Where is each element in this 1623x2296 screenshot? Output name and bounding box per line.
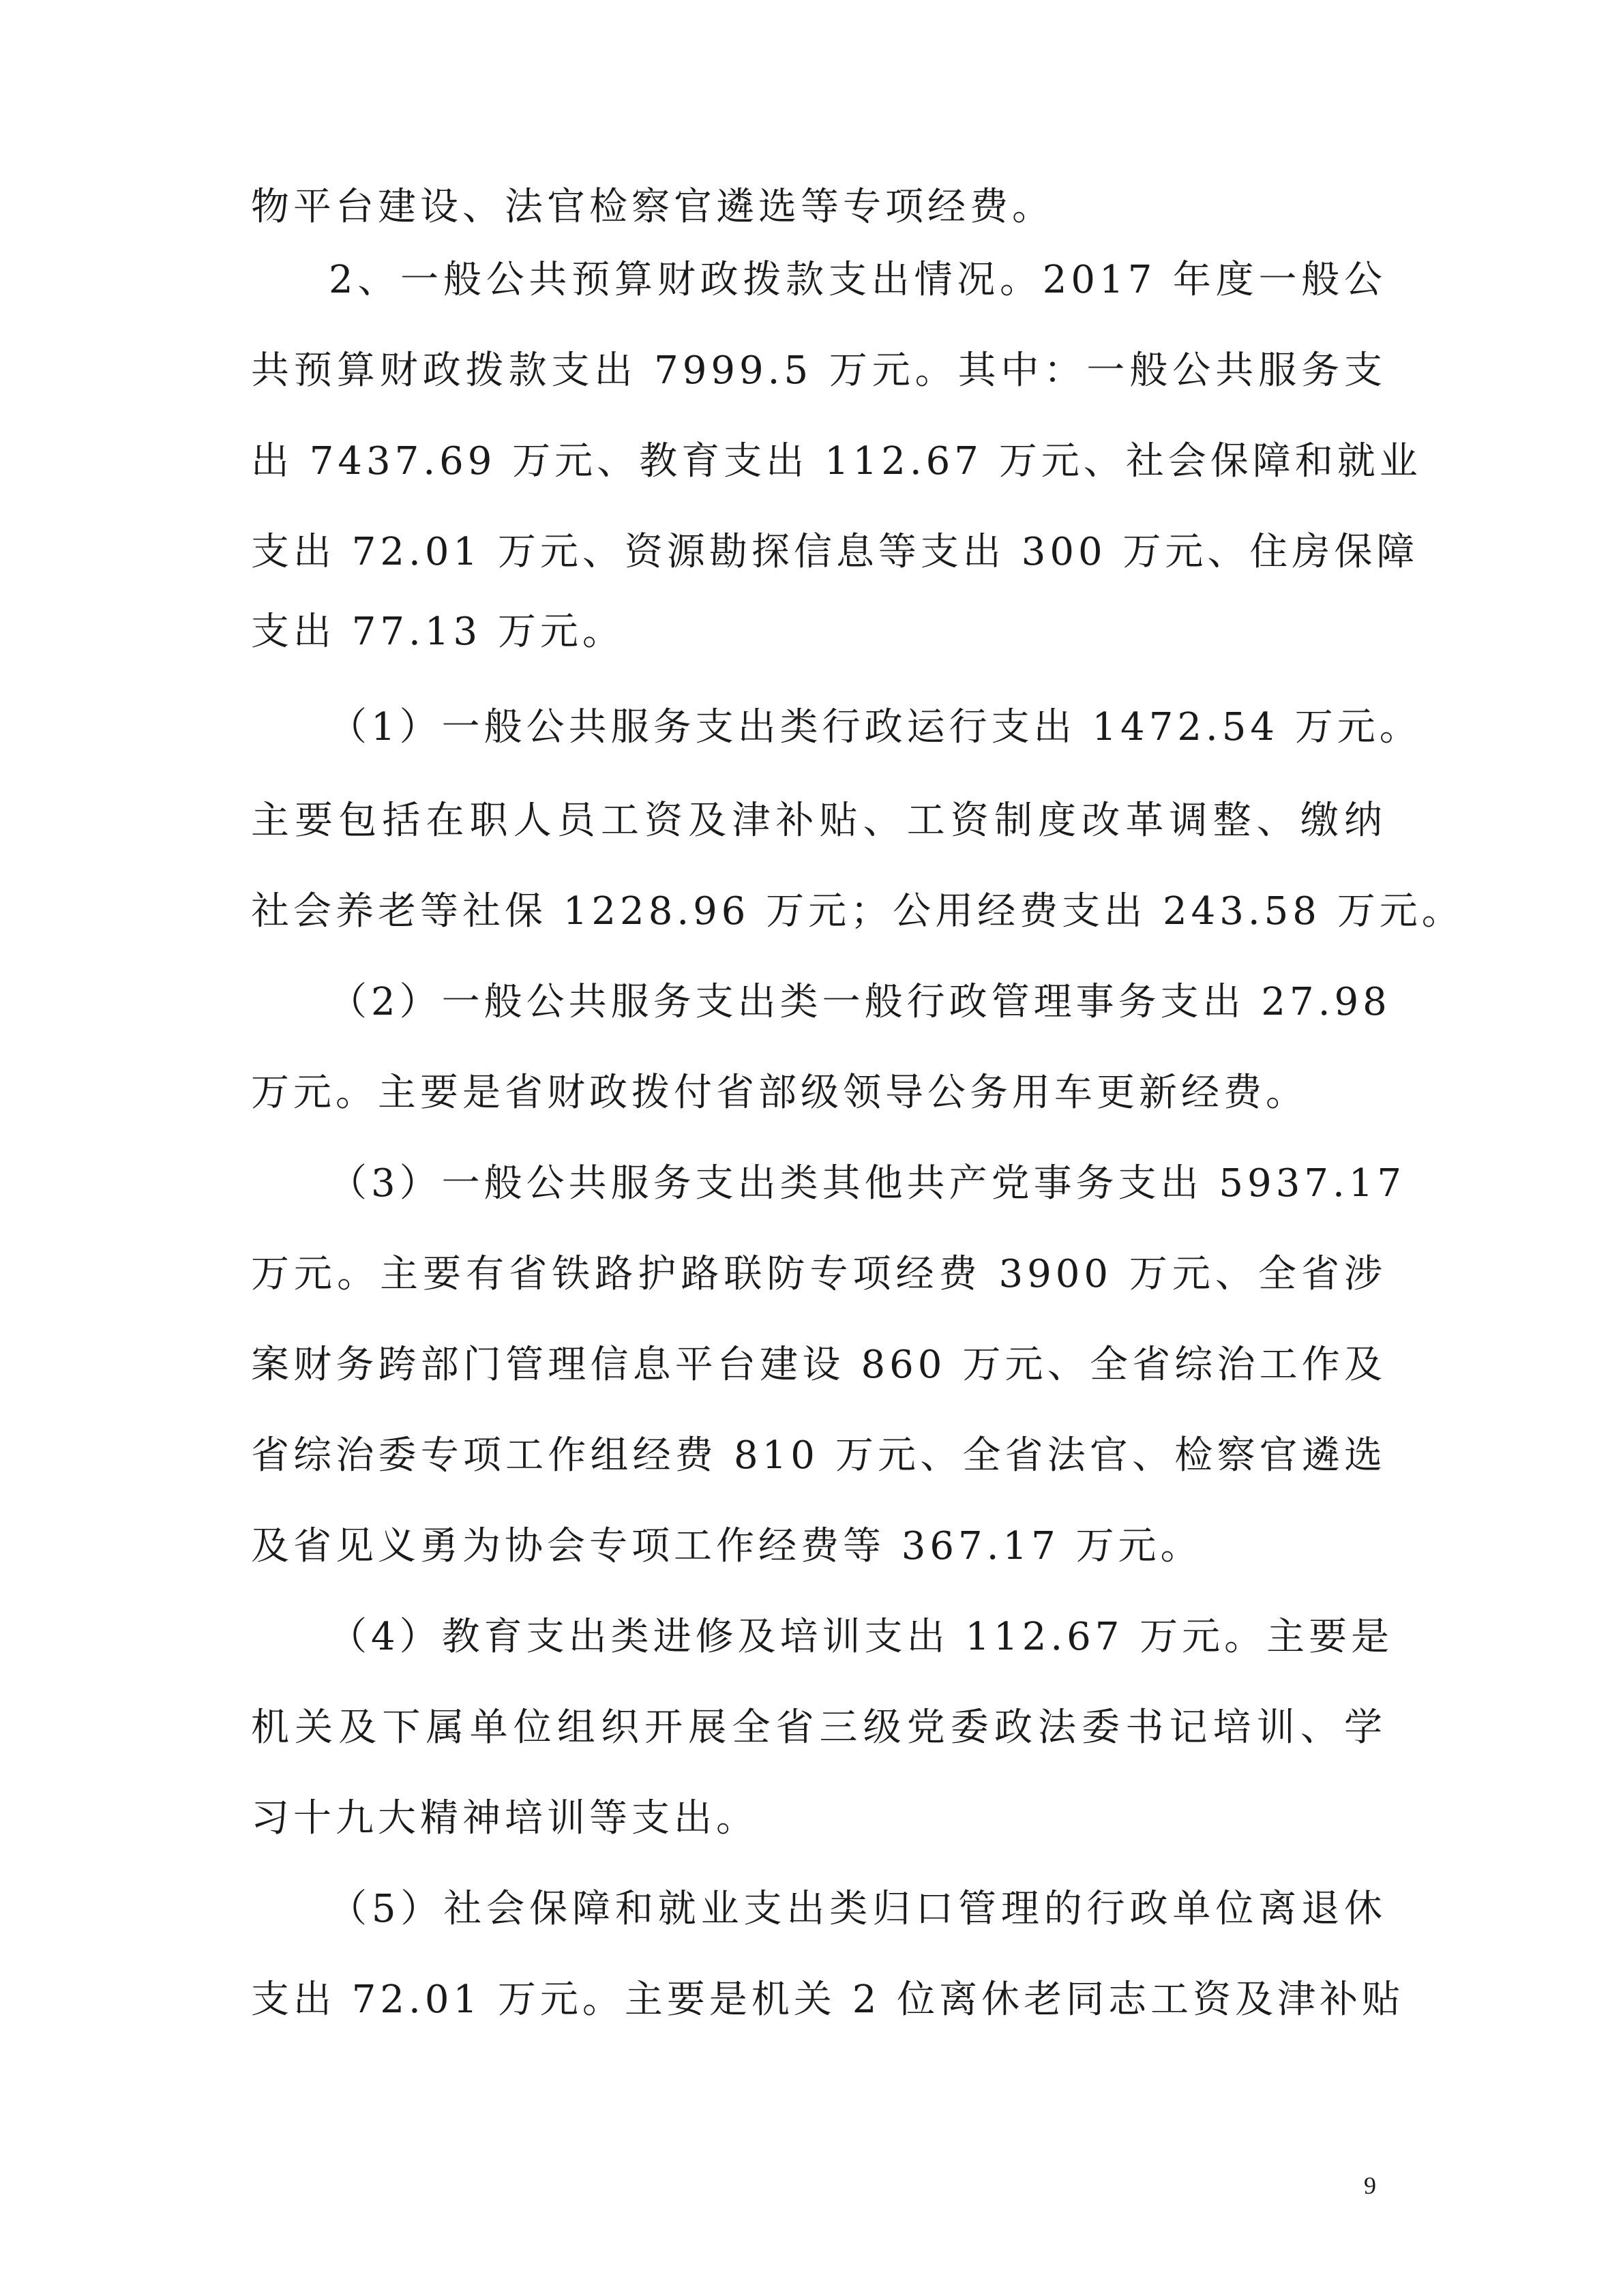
paragraph-line: 主要包括在职人员工资及津补贴、工资制度改革调整、缴纳 bbox=[251, 799, 1386, 843]
paragraph-line: 出 7437.69 万元、教育支出 112.67 万元、社会保障和就业 bbox=[251, 439, 1422, 483]
paragraph-line: 习十九大精神培训等支出。 bbox=[251, 1796, 758, 1840]
paragraph-line: 万元。主要是省财政拨付省部级领导公务用车更新经费。 bbox=[251, 1071, 1308, 1115]
paragraph-line: 2、一般公共预算财政拨款支出情况。2017 年度一般公 bbox=[329, 258, 1386, 302]
paragraph-line: （3）一般公共服务支出类其他共产党事务支出 5937.17 bbox=[329, 1161, 1406, 1206]
paragraph-line: （1）一般公共服务支出类行政运行支出 1472.54 万元。 bbox=[329, 705, 1422, 749]
paragraph-line: 支出 72.01 万元。主要是机关 2 位离休老同志工资及津补贴 bbox=[251, 1978, 1405, 2022]
paragraph-line: 支出 77.13 万元。 bbox=[251, 610, 625, 654]
paragraph-line: 机关及下属单位组织开展全省三级党委政法委书记培训、学 bbox=[251, 1705, 1386, 1750]
paragraph-line: （4）教育支出类进修及培训支出 112.67 万元。主要是 bbox=[329, 1615, 1394, 1659]
paragraph-line: 支出 72.01 万元、资源勘探信息等支出 300 万元、住房保障 bbox=[251, 530, 1419, 574]
paragraph-line: 省综治委专项工作组经费 810 万元、全省法官、检察官遴选 bbox=[251, 1433, 1386, 1478]
paragraph-line: 案财务跨部门管理信息平台建设 860 万元、全省综治工作及 bbox=[251, 1343, 1386, 1387]
paragraph-line: 万元。主要有省铁路护路联防专项经费 3900 万元、全省涉 bbox=[251, 1252, 1386, 1296]
paragraph-line: 共预算财政拨款支出 7999.5 万元。其中：一般公共服务支 bbox=[251, 348, 1386, 393]
paragraph-line: 及省见义勇为协会专项工作经费等 367.17 万元。 bbox=[251, 1524, 1203, 1568]
paragraph-line: 物平台建设、法官检察官遴选等专项经费。 bbox=[251, 185, 1054, 229]
paragraph-line: （5）社会保障和就业支出类归口管理的行政单位离退休 bbox=[329, 1887, 1386, 1931]
paragraph-line: 社会养老等社保 1228.96 万元；公用经费支出 243.58 万元。 bbox=[251, 889, 1464, 934]
paragraph-line: （2）一般公共服务支出类一般行政管理事务支出 27.98 bbox=[329, 980, 1391, 1024]
page-number: 9 bbox=[1364, 2172, 1376, 2199]
